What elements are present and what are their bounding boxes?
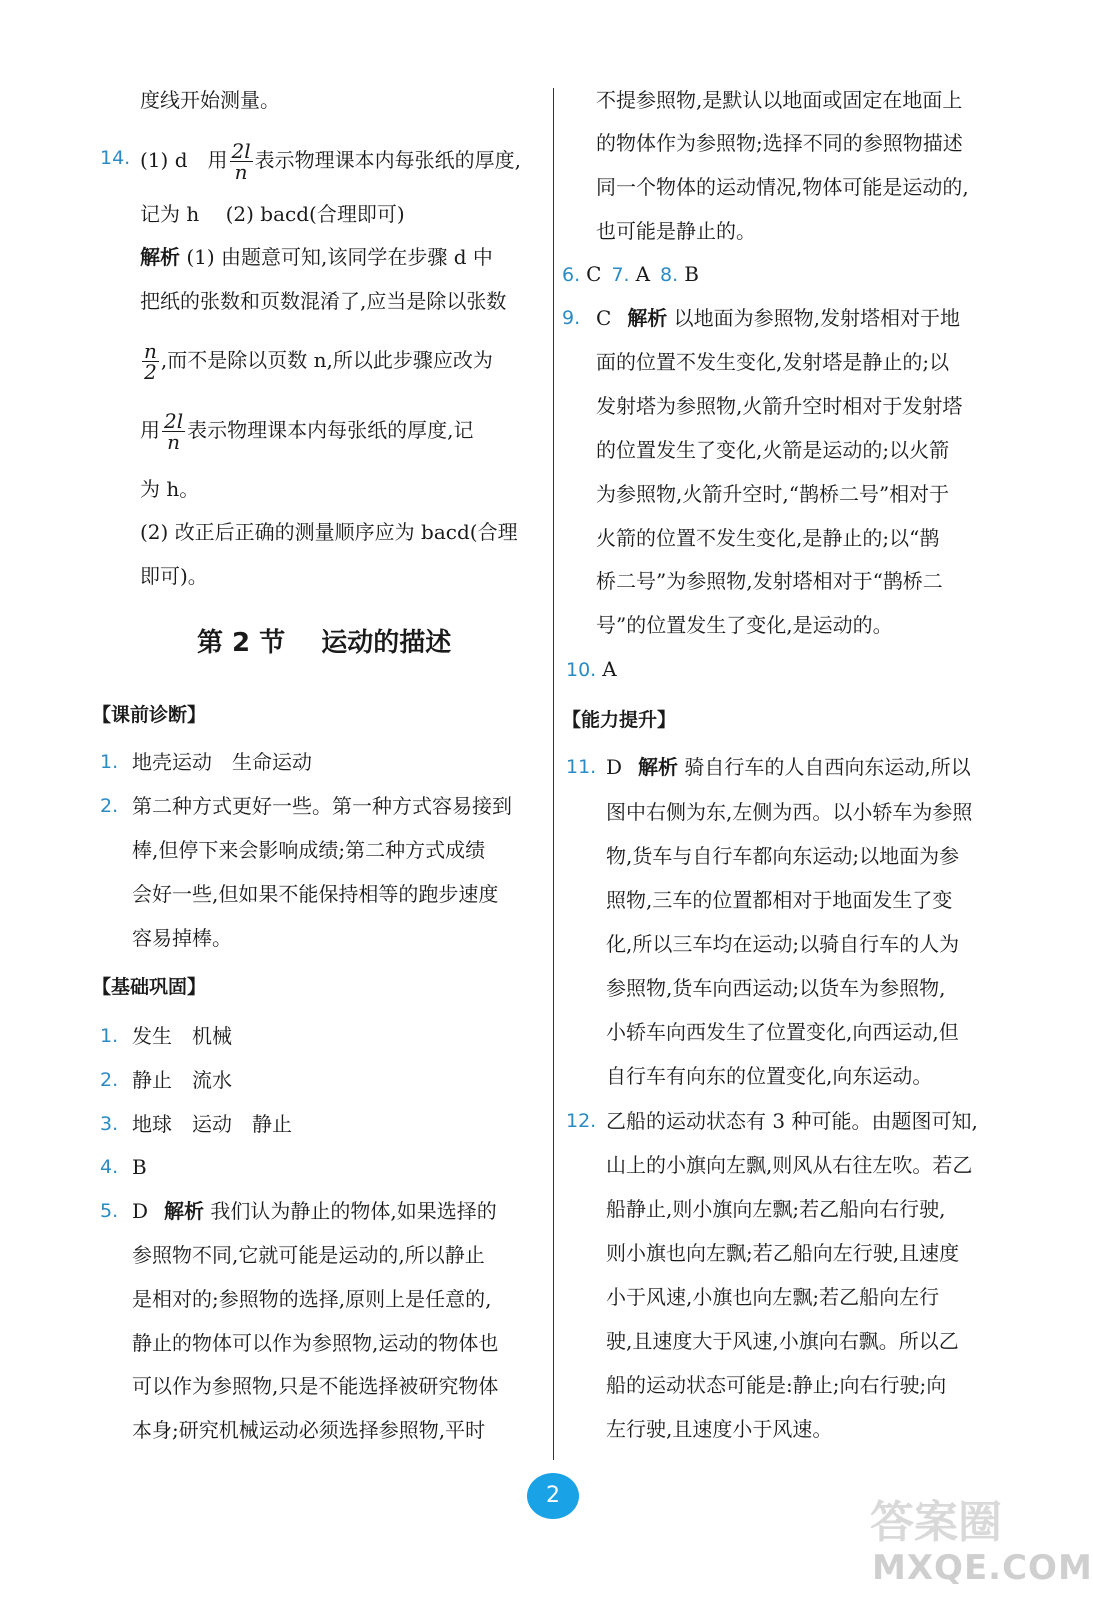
- explanation-line: 是相对的;参照物的选择,原则上是任意的,: [132, 1287, 492, 1311]
- explanation-line: 把纸的张数和页数混淆了,应当是除以张数: [140, 289, 507, 313]
- explanation-line: 静止的物体可以作为参照物,运动的物体也: [132, 1331, 499, 1355]
- explanation-line: 为参照物,火箭升空时,“鹊桥二号”相对于: [596, 482, 950, 506]
- explanation-line: 也可能是静止的。: [596, 219, 756, 243]
- explanation-line: 乙船的运动状态有 3 种可能。由题图可知,: [606, 1109, 978, 1133]
- explanation-line: 发射塔为参照物,火箭升空时相对于发射塔: [596, 394, 963, 418]
- answer-line: 发生 机械: [132, 1024, 232, 1048]
- question-number: 1.: [100, 751, 119, 773]
- question-number: 10.: [566, 659, 597, 681]
- explanation-line: 为 h。: [140, 477, 200, 501]
- explanation-line: $\frac{n}{2}$ ,而不是除以页数 n,所以此步骤应改为: [144, 339, 493, 384]
- explanation-line: 可以作为参照物,只是不能选择被研究物体: [132, 1374, 499, 1398]
- question-number: 1.: [100, 1025, 119, 1047]
- watermark-logo: 答案圈: [870, 1497, 1002, 1548]
- section-header: 【能力提升】: [562, 709, 677, 731]
- explanation-line: 自行车有向东的位置变化,向东运动。: [606, 1064, 933, 1088]
- explanation-line: 小于风速,小旗也向左飘;若乙船向左行: [606, 1285, 940, 1309]
- explanation-line: 山上的小旗向左飘,则风从右往左吹。若乙: [606, 1153, 973, 1177]
- explanation-line: 参照物,货车向西运动;以货车为参照物,: [606, 976, 946, 1000]
- answer-line: 记为 h (2) bacd(合理即可): [140, 202, 405, 226]
- explanation-line: 的物体作为参照物;选择不同的参照物描述: [596, 131, 963, 155]
- explanation-label: 解析: [140, 245, 180, 269]
- answer-line: 地球 运动 静止: [132, 1112, 292, 1136]
- explanation-line: D 解析 我们认为静止的物体,如果选择的: [132, 1199, 497, 1223]
- explanation-label: 解析: [164, 1199, 205, 1223]
- explanation-line: 驶,且速度大于风速,小旗向右飘。所以乙: [606, 1329, 959, 1353]
- question-number: 6.: [562, 264, 581, 286]
- answer-row: 6. C 7. A 8. B: [562, 262, 699, 286]
- text-line: 度线开始测量。: [140, 88, 280, 112]
- explanation-line: 面的位置不发生变化,发射塔是静止的;以: [596, 350, 950, 374]
- explanation-line: 则小旗也向左飘;若乙船向左行驶,且速度: [606, 1241, 960, 1265]
- explanation-line: 号”的位置发生了变化,是运动的。: [596, 613, 893, 637]
- explanation-line: 物,货车与自行车都向东运动;以地面为参: [606, 844, 960, 868]
- explanation-line: 船的运动状态可能是:静止;向右行驶;向: [606, 1373, 947, 1397]
- explanation-line: 图中右侧为东,左侧为西。以小轿车为参照: [606, 800, 973, 824]
- answer-line: B: [132, 1155, 147, 1179]
- explanation-line: 照物,三车的位置都相对于地面发生了变: [606, 888, 953, 912]
- explanation-line: 参照物不同,它就可能是运动的,所以静止: [132, 1243, 485, 1267]
- explanation-line: 同一个物体的运动情况,物体可能是运动的,: [596, 175, 969, 199]
- answer-line: 棒,但停下来会影响成绩;第二种方式成绩: [132, 838, 486, 862]
- explanation-line: 化,所以三车均在运动;以骑自行车的人为: [606, 932, 960, 956]
- explanation-line: 即可)。: [140, 564, 208, 588]
- explanation-line: 船静止,则小旗向左飘;若乙船向右行驶,: [606, 1197, 946, 1221]
- explanation-line: (2) 改正后正确的测量顺序应为 bacd(合理: [140, 520, 518, 544]
- explanation-line: 左行驶,且速度小于风速。: [606, 1417, 833, 1441]
- question-number: 7.: [611, 264, 630, 286]
- explanation-label: 解析: [638, 755, 679, 779]
- question-number: 9.: [562, 307, 581, 329]
- explanation-line: 桥二号”为参照物,发射塔相对于“鹊桥二: [596, 569, 943, 593]
- question-number: 14.: [100, 147, 131, 169]
- question-number: 2.: [100, 1069, 119, 1091]
- explanation-line: D 解析 骑自行车的人自西向东运动,所以: [606, 755, 971, 779]
- explanation-line: 用 $\frac{2l}{n}$ 表示物理课本内每张纸的厚度,记: [140, 409, 474, 454]
- answer-row: 10. A: [566, 657, 617, 681]
- fraction: $\frac{2l}{n}$: [164, 409, 184, 454]
- explanation-line: 的位置发生了变化,火箭是运动的;以火箭: [596, 438, 950, 462]
- question-number: 4.: [100, 1156, 119, 1178]
- explanation-line: 本身;研究机械运动必须选择参照物,平时: [132, 1418, 486, 1442]
- question-number: 5.: [100, 1200, 119, 1222]
- fraction: $\frac{n}{2}$: [144, 339, 157, 384]
- answer-line: 第二种方式更好一些。第一种方式容易接到: [132, 794, 512, 818]
- explanation-line: 火箭的位置不发生变化,是静止的;以“鹊: [596, 526, 940, 550]
- question-number: 3.: [100, 1113, 119, 1135]
- section-header: 【课前诊断】: [92, 704, 207, 726]
- answer-line: (1) d 用 $\frac{2l}{n}$ 表示物理课本内每张纸的厚度,: [140, 139, 521, 184]
- column-divider: [553, 88, 554, 1460]
- explanation-line: 解析 (1) 由题意可知,该同学在步骤 d 中: [140, 245, 493, 269]
- answer-line: 会好一些,但如果不能保持相等的跑步速度: [132, 882, 499, 906]
- fraction: $\frac{2l}{n}$: [231, 139, 251, 184]
- section-title: 第 2 节 运动的描述: [197, 628, 452, 658]
- watermark-text: MXQE.COM: [872, 1548, 1093, 1588]
- question-number: 2.: [100, 795, 119, 817]
- section-header: 【基础巩固】: [92, 976, 207, 998]
- question-number: 8.: [660, 264, 679, 286]
- explanation-line: 不提参照物,是默认以地面或固定在地面上: [596, 88, 963, 112]
- explanation-label: 解析: [627, 306, 668, 330]
- answer-line: 容易掉棒。: [132, 926, 232, 950]
- answer-line: 静止 流水: [132, 1068, 232, 1092]
- explanation-line: 小轿车向西发生了位置变化,向西运动,但: [606, 1020, 959, 1044]
- question-number: 11.: [566, 756, 597, 778]
- answer-line: 地壳运动 生命运动: [132, 750, 312, 774]
- question-number: 12.: [566, 1110, 597, 1132]
- explanation-line: C 解析 以地面为参照物,发射塔相对于地: [596, 306, 961, 330]
- page-number-badge: 2: [527, 1473, 579, 1519]
